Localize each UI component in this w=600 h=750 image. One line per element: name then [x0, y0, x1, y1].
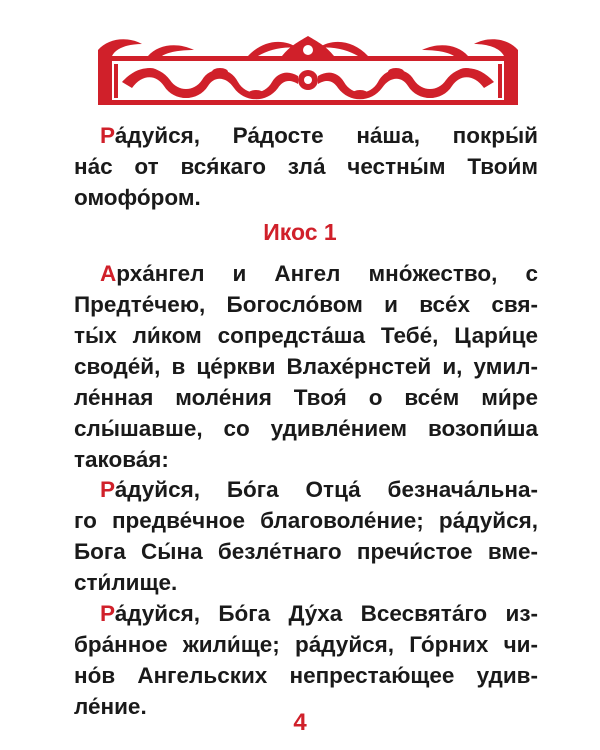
red-initial-letter: А [100, 261, 117, 286]
page-number: 4 [293, 709, 307, 736]
text-line: такова́я: [74, 447, 169, 472]
text-line: Бога Сы́на безле́тнаго пречи́стое вме- [74, 539, 538, 564]
text-line: но́в Ангельских непрестаю́щее удив- [74, 663, 538, 688]
text-line: ле́нная моле́ния Твоя́ о все́м ми́ре [74, 385, 538, 410]
text-line: на́с от вся́каго зла́ честны́м Твои́м [74, 154, 538, 179]
red-initial-letter: Р [100, 477, 115, 502]
paragraph-rejoice-2 [74, 598, 538, 722]
ornament-header-icon [98, 36, 518, 108]
text-line: своде́й, в це́ркви Влахе́рнстей и, умил- [74, 354, 538, 379]
paragraph-ikos [74, 258, 538, 475]
text-line: слы́шавше, со удивле́нием возопи́ша [74, 416, 538, 441]
text-line: Арха́нгел и Ангел мно́жество, с [100, 261, 538, 286]
text-line: Ра́дуйся, Бо́га Отца́ безнача́льна- [100, 477, 538, 502]
section-heading: Икос 1 [263, 219, 337, 245]
text-line: бра́нное жили́ще; ра́дуйся, Го́рних чи- [74, 632, 538, 657]
red-initial-letter: Р [100, 123, 115, 148]
text-line: Ра́дуйся, Бо́га Ду́ха Всесвята́го из- [100, 601, 538, 626]
paragraph-rejoice-1 [74, 474, 538, 598]
text-line: омофо́ром. [74, 185, 201, 210]
text-line: ты́х ли́ком сопредста́ша Тебе́, Цари́це [74, 323, 538, 348]
paragraph-intro [74, 120, 538, 213]
text-line: Предте́чею, Богосло́вом и все́х свя- [74, 292, 538, 317]
red-initial-letter: Р [100, 601, 115, 626]
text-line: го предве́чное благоволе́ние; ра́дуйся, [74, 508, 538, 533]
text-line: сти́лище. [74, 570, 178, 595]
text-line: ле́ние. [74, 694, 147, 719]
text-line: Ра́дуйся, Ра́досте на́ша, покры́й [100, 123, 538, 148]
